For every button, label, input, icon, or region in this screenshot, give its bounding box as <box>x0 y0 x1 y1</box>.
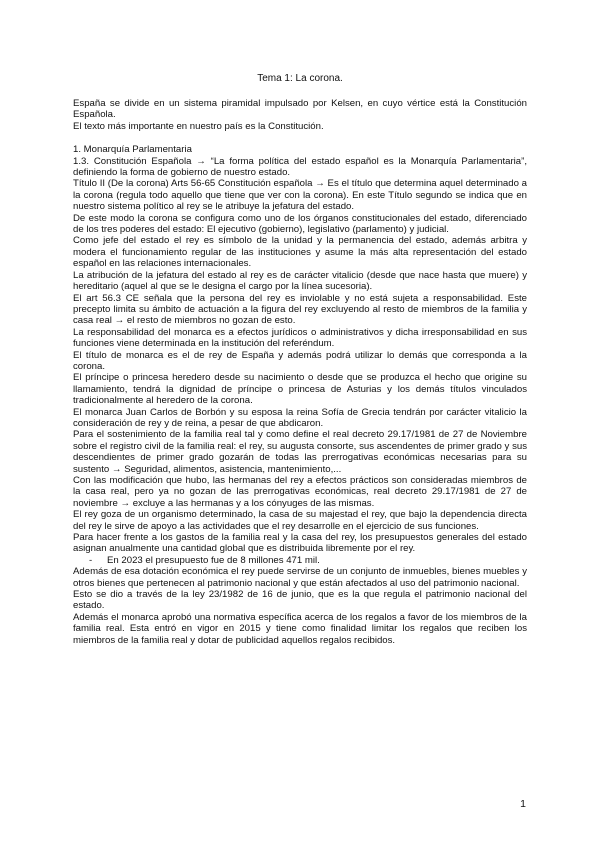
intro-paragraph: España se divide en un sistema piramidal impulsado por Kelsen, en cuyo vértice está la Constitución Española. <box>73 98 527 121</box>
body-paragraph: 1.3. Constitución Española → “La forma política del estado español es la Monarquía Parlamentaria”, definiendo la forma de gobierno de nuestro estado. <box>73 155 527 179</box>
body-paragraph: El título de monarca es el de rey de España y además podrá utilizar lo demás que corresponda a la corona. <box>73 349 527 372</box>
body-paragraph: El rey goza de un organismo determinado, la casa de su majestad el rey, que bajo la dependencia directa del rey le sirve de apoyo a las actividades que el rey desarrolle en el ejercicio de sus funciones. <box>73 509 527 532</box>
body-paragraph: El príncipe o princesa heredero desde su nacimiento o desde que se produzca el hecho que origine su llamamiento, tendrá la dignidad de príncipe o princesa de Asturias y los demás títulos vinculados tradicionalmente al heredero de la corona. <box>73 372 527 407</box>
body-paragraph: La atribución de la jefatura del estado al rey es de carácter vitalicio (desde que nace hasta que muere) y hereditario (aquel al que se le designa el cargo por la línea sucesoria). <box>73 269 527 293</box>
body-paragraph: El monarca Juan Carlos de Borbón y su esposa la reina Sofía de Grecia tendrán por carácter vitalicio la consideración de rey y de reina, a pesar de que abdicaron. <box>73 406 527 429</box>
section-heading: 1. Monarquía Parlamentaria <box>73 144 192 156</box>
body-paragraph: Esto se dio a través de la ley 23/1982 de 16 de junio, que es la que regula el patrimonio nacional del estado. <box>73 589 527 612</box>
body-paragraph: Como jefe del estado el rey es símbolo de la unidad y la permanencia del estado, además arbitra y modera el funcionamiento regular de las instituciones y asume la más alta representación del estado español en las relaciones internacionales. <box>73 235 527 270</box>
bullet-text: En 2023 el presupuesto fue de 8 millones 471 mil. <box>107 554 320 566</box>
body-paragraph: Para hacer frente a los gastos de la familia real y la casa del rey, los presupuestos generales del estado asignan anualmente una cantidad global que es distribuida libremente por el rey. <box>73 532 527 555</box>
document-title: Tema 1: La corona. <box>257 73 343 84</box>
document-body <box>73 98 527 646</box>
page-number: 1 <box>520 798 526 810</box>
body-paragraph: De este modo la corona se configura como uno de los órganos constitucionales del estado, diferenciado de los tres poderes del estado: El ejecutivo (gobierno), legislativo (parlamento) y judicial. <box>73 212 527 236</box>
body-paragraph: El art 56.3 CE señala que la persona del rey es inviolable y no está sujeta a responsabilidad. Este precepto limita su ámbito de actuación a la figura del rey excluyendo al resto de miembros de la familia y casa real → el resto de miembros no gozan de esto. <box>73 292 527 327</box>
body-paragraph: Además de esa dotación económica el rey puede servirse de un conjunto de inmuebles, bienes muebles y otros bienes que pertenecen al patrimonio nacional y que están afectados al uso del patrimonio nacional. <box>73 566 527 589</box>
bullet-mark: - <box>89 554 93 566</box>
body-paragraph: Con las modificación que hubo, las hermanas del rey a efectos prácticos son consideradas miembros de la casa real, pero ya no gozan de las prerrogativas económicas, real decreto 29.17/1981 de 27 de noviembre → excluye a las hermanas y a los cónyuges de las mismas. <box>73 475 527 509</box>
body-paragraph: Para el sostenimiento de la familia real tal y como define el real decreto 29.17/1981 de 27 de Noviembre sobre el registro civil de la familia real: el rey, su augusta consorte, sus ascendentes de primer grado y sus descendientes de primer grado gozarán de todas las prerrogativas económicas necesarias para su sustento → Seguridad, alimentos, asistencia, mantenimiento,... <box>73 429 527 475</box>
intro-paragraph: El texto más importante en nuestro país es la Constitución. <box>73 120 324 132</box>
body-paragraph: La responsabilidad del monarca es a efectos jurídicos o administrativos y dicha irresponsabilidad en sus funciones viene determinada en la institución del referéndum. <box>73 326 527 350</box>
spacer <box>73 132 527 144</box>
body-paragraph: Título II (De la corona) Arts 56-65 Constitución española → Es el título que determina aquel determinado a la corona (regula todo aquello que tiene que ver con la corona). En este Título segundo se indica que en nuestro sistema político al rey se le atribuye la jefatura del estado. <box>73 178 527 213</box>
bullet-item <box>73 555 527 566</box>
body-paragraph: Además el monarca aprobó una normativa específica acerca de los regalos a favor de los miembros de la familia real. Esta entró en vigor en 2015 y tiene como finalidad limitar los regalos que reciben los miembros de la familia real y dotar de publicidad aquellos regalos recibidos. <box>73 611 527 646</box>
